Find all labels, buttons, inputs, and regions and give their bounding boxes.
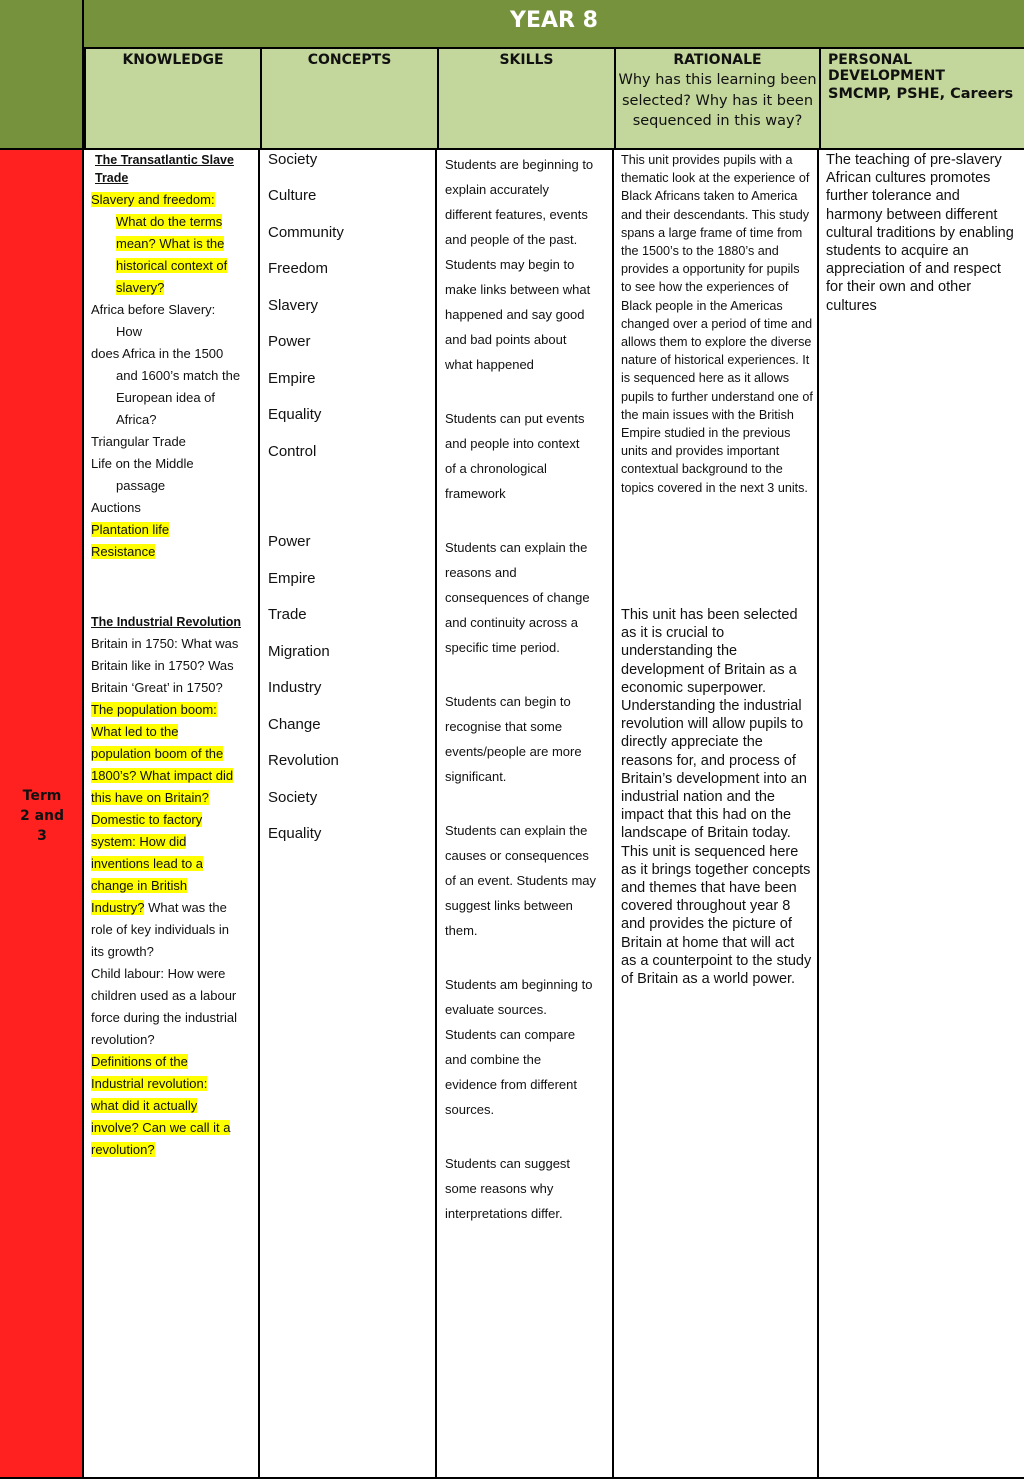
concept-item: Culture	[268, 187, 317, 204]
topic-line: involve? Can we call it a	[91, 1120, 231, 1135]
topic-line: revolution?	[91, 1032, 155, 1047]
header-rationale-sub: Why has this learning been selected? Why has it been sequenced in this way?	[618, 72, 817, 129]
topic-line: Britain like in 1750? Was	[91, 658, 234, 673]
concept-item: Society	[268, 151, 318, 168]
header-pd-sub: SMCMP, PSHE, Careers	[828, 86, 1014, 102]
topic-line: revolution?	[91, 1142, 155, 1157]
concept-item: Power	[268, 333, 311, 350]
term-label: Term 2 and 3	[19, 788, 65, 844]
topic-line: What led to the	[91, 724, 179, 739]
page-title: YEAR 8	[510, 8, 598, 33]
personal-development-column	[819, 150, 1024, 1479]
topic-line: does Africa in the 1500	[91, 346, 224, 361]
concept-item: Power	[268, 533, 311, 550]
concept-item: Equality	[268, 406, 322, 423]
concept-item: Community	[268, 224, 344, 241]
topic-line: its growth?	[91, 944, 154, 959]
rationale-industrial: This unit has been selected as it is crucial to understanding the development of Britain as a economic superpower. Understanding the industrial revolution will allow pupils to directly appreciate the reasons for, and process of Britain’s development into an industrial nation and the impact that this had on the landscape of Britain today. This unit is sequenced here as it brings together concepts and themes that have been covered throughout year 8 and provides the picture of Britain at home that will act as a counterpoint to the study of Britain as a world power.	[621, 607, 812, 988]
topic-line: population boom of the	[91, 746, 224, 761]
topic-line: The population boom:	[91, 702, 217, 717]
topic-line: Britain ‘Great’ in 1750?	[91, 680, 223, 695]
skill-block: Students am beginning to evaluate sources. Students can compare and combine the evidence from different sources.	[445, 977, 593, 1117]
concept-item: Revolution	[268, 752, 339, 769]
skill-block: Students can explain the reasons and consequences of change and continuity across a specific time period.	[445, 540, 590, 655]
concept-item: Equality	[268, 825, 322, 842]
topic-line: what did it actually	[91, 1098, 198, 1113]
topic-line: Africa?	[116, 412, 157, 427]
rationale-slavery: This unit provides pupils with a thematic look at the experience of Black Africans taken to America and their descendants. This study spans a large frame of time from the 1500’s to the 1880’s and provides a opportunity for pupils to see how the experiences of Black people in the Americas changed over a period of time and allows them to explore the diverse nature of historical experiences. It is sequenced here as it allows pupils to further understand one of the main issues with the British Empire studied in the previous units and provides important contextual background to the topics covered in the next 3 units.	[621, 153, 813, 495]
topic-line: Definitions of the	[91, 1054, 188, 1069]
header-rationale: RATIONALE Why has this learning been selected? Why has it been sequenced in this way?	[614, 47, 819, 150]
topic-line: Britain in 1750: What was	[91, 636, 239, 651]
topic-line: inventions lead to a	[91, 856, 204, 871]
topic-line: Auctions	[91, 500, 141, 515]
topic-line: slavery?	[116, 280, 165, 295]
header-knowledge: KNOWLEDGE	[84, 47, 260, 150]
topic-line: European idea of	[116, 390, 216, 405]
topic-line: children used as a labour	[91, 988, 237, 1003]
header-concepts: CONCEPTS	[260, 47, 437, 150]
topic-line: change in British	[91, 878, 188, 893]
header-skills: SKILLS	[437, 47, 614, 150]
skill-block: Students can begin to recognise that some events/people are more significant.	[445, 694, 582, 784]
topic-line: What do the terms	[116, 214, 223, 229]
topic-line: 1800’s? What impact did	[91, 768, 234, 783]
skill-block: Students can suggest some reasons why interpretations differ.	[445, 1156, 571, 1221]
concept-item: Control	[268, 443, 317, 460]
topic-line: What was the	[144, 900, 227, 915]
header-personal-development: PERSONAL DEVELOPMENT SMCMP, PSHE, Careers	[819, 47, 1024, 150]
unit-title-industrial: The Industrial Revolution	[91, 615, 242, 629]
concept-item: Industry	[268, 679, 322, 696]
topic-line: this have on Britain?	[91, 790, 209, 805]
topic-line: Africa before Slavery:	[91, 302, 216, 317]
topic-line: Plantation life	[91, 522, 170, 537]
topic-line: Life on the Middle	[91, 456, 194, 471]
topic-line: Slavery and freedom:	[91, 192, 215, 207]
topic-line: force during the industrial	[91, 1010, 237, 1025]
skill-block: Students are beginning to explain accurately different features, events and people of the past. Students may begin to make links between what happened and say good and bad points about what happened	[445, 157, 594, 372]
header-corner	[0, 0, 84, 150]
skill-block: Students can put events and people into context of a chronological framework	[445, 411, 585, 501]
topic-line: and 1600’s match the	[116, 368, 241, 383]
topic-line: Domestic to factory	[91, 812, 203, 827]
concept-item: Change	[268, 716, 321, 733]
topic-line: mean? What is the	[116, 236, 225, 251]
concept-item: Freedom	[268, 260, 329, 277]
knowledge-unit-slavery	[91, 151, 257, 563]
topic-line: Resistance	[91, 544, 156, 559]
concept-item: Empire	[268, 570, 316, 587]
concept-item: Slavery	[268, 297, 319, 314]
topic-line: system: How did	[91, 834, 187, 849]
skill-block: Students can explain the causes or consequences of an event. Students may suggest links between them.	[445, 823, 597, 938]
knowledge-unit-industrial	[91, 611, 257, 1161]
topic-line: historical context of	[116, 258, 228, 273]
topic-line: Triangular Trade	[91, 434, 186, 449]
unit-title-transatlantic: The Transatlantic Slave Trade	[95, 153, 234, 185]
topic-line: passage	[116, 478, 166, 493]
topic-line: role of key individuals in	[91, 922, 230, 937]
personal-development-text: The teaching of pre-slavery African cultures promotes further tolerance and harmony between different cultural traditions by enabling students to acquire an appreciation of and respect for their own and other cultures	[826, 152, 1014, 314]
concept-item: Empire	[268, 370, 316, 387]
topic-line: Industry?	[91, 900, 145, 915]
topic-line: Child labour: How were	[91, 966, 226, 981]
concept-item: Migration	[268, 643, 330, 660]
concept-item: Society	[268, 789, 318, 806]
topic-line: Industrial revolution:	[91, 1076, 208, 1091]
concept-item: Trade	[268, 606, 307, 623]
topic-line: How	[116, 324, 143, 339]
